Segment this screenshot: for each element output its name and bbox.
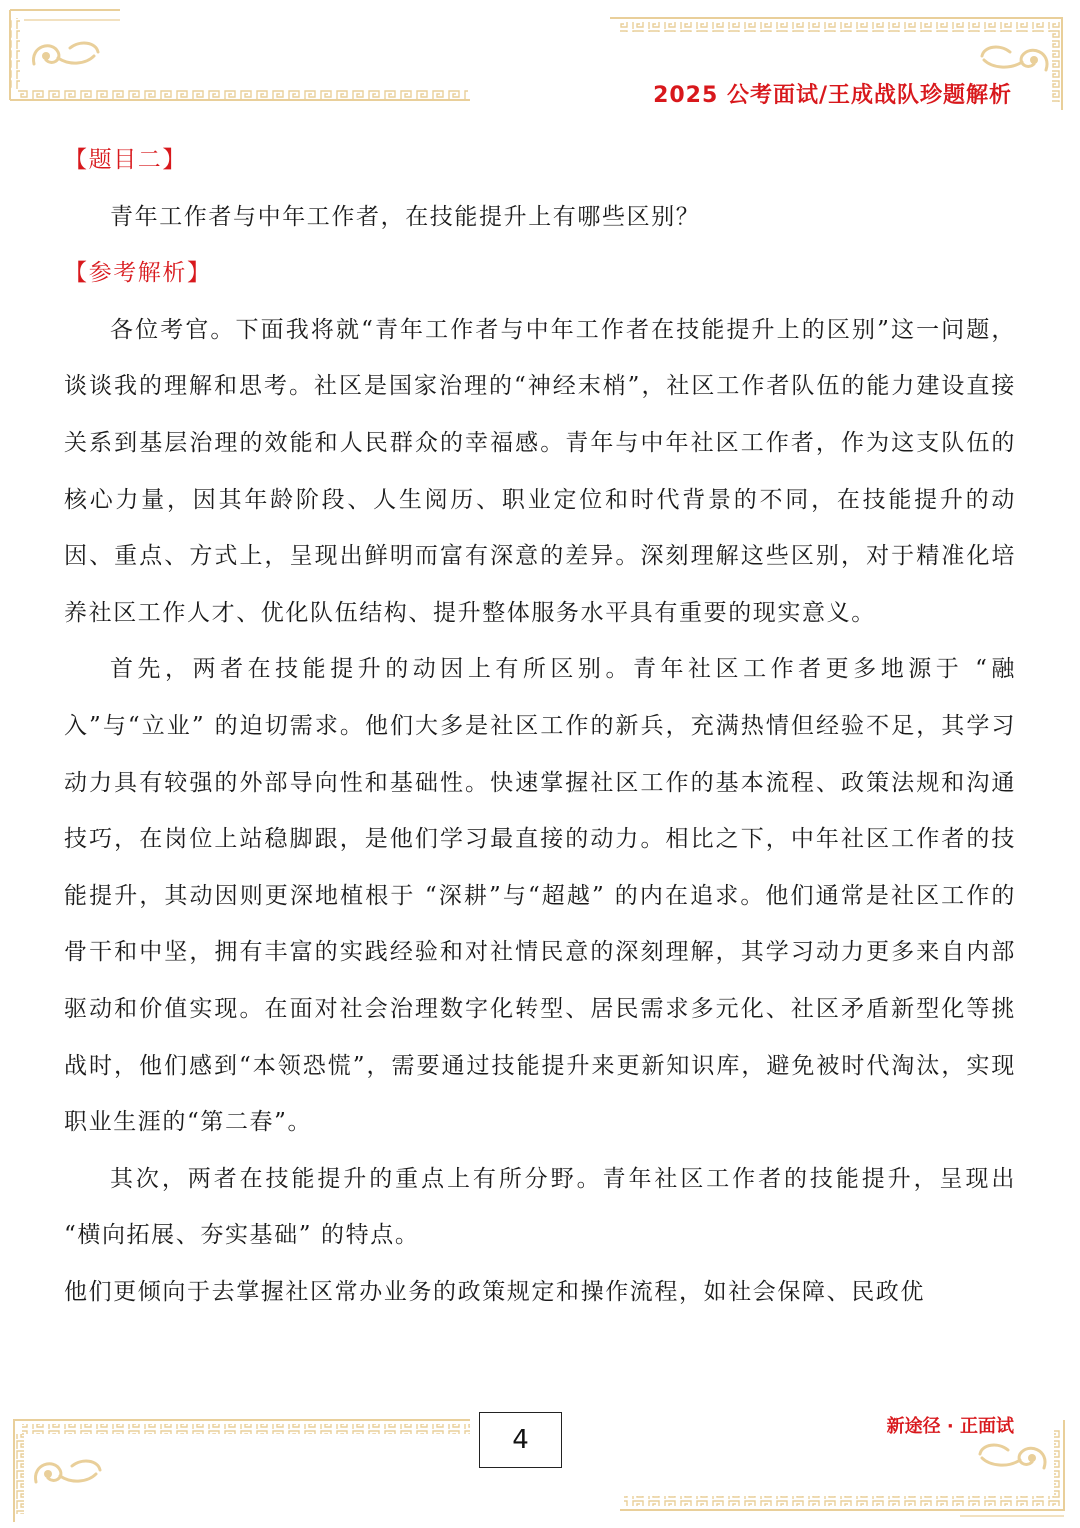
question-text: 青年工作者与中年工作者，在技能提升上有哪些区别？ <box>110 203 701 230</box>
paragraph-focus-continued: 他们更倾向于去掌握社区常办业务的政策规定和操作流程，如社会保障、民政优 <box>64 1278 925 1305</box>
footer-brand: 新途径 · 正面试 <box>886 1416 1014 1437</box>
paragraph-focus: 其次，两者在技能提升的重点上有所分野。青年社区工作者的技能提升，呈现出 “横向拓展、夯实基础” 的特点。 <box>64 1165 1016 1249</box>
answer-section-label: 【参考解析】 <box>64 260 212 287</box>
header-title: 2025 公考面试/王成战队珍题解析 <box>653 83 1012 108</box>
top-left-ornament <box>0 0 480 110</box>
paragraph-motivation: 首先，两者在技能提升的动因上有所区别。青年社区工作者更多地源于 “融入”与“立业” 的迫切需求。他们大多是社区工作的新兵，充满热情但经验不足，其学习动力具有较强的外部导向性和基础性。快速掌握社区工作的基本流程、政策法规和沟通技巧，在岗位上站稳脚跟，是他们学习最直接的动力。相比之下，中年社区工作者的技能提升，其动因则更深地植根于 “深耕”与“超越” 的内在追求。他们通常是社区工作的骨干和中坚，拥有丰富的实践经验和对社情民意的深刻理解，其学习动力更多来自内部驱动和价值实现。在面对社会治理数字化转型、居民需求多元化、社区矛盾新型化等挑战时，他们感到“本领恐慌”，需要通过技能提升来更新知识库，避免被时代淘汰，实现职业生涯的“第二春”。 <box>64 656 1016 1136</box>
paragraph-intro: 各位考官。下面我将就“青年工作者与中年工作者在技能提升上的区别”这一问题，谈谈我的理解和思考。社区是国家治理的“神经末梢”，社区工作者队伍的能力建设直接关系到基层治理的效能和人民群众的幸福感。青年与中年社区工作者，作为这支队伍的核心力量，因其年龄阶段、人生阅历、职业定位和时代背景的不同，在技能提升的动因、重点、方式上，呈现出鲜明而富有深意的差异。深刻理解这些区别，对于精准化培养社区工作人才、优化队伍结构、提升整体服务水平具有重要的现实意义。 <box>64 316 1016 626</box>
page-number: 4 <box>479 1412 562 1468</box>
question-section-label: 【题目二】 <box>64 147 187 173</box>
bottom-left-ornament <box>0 1410 480 1528</box>
document-body <box>64 132 1016 1320</box>
